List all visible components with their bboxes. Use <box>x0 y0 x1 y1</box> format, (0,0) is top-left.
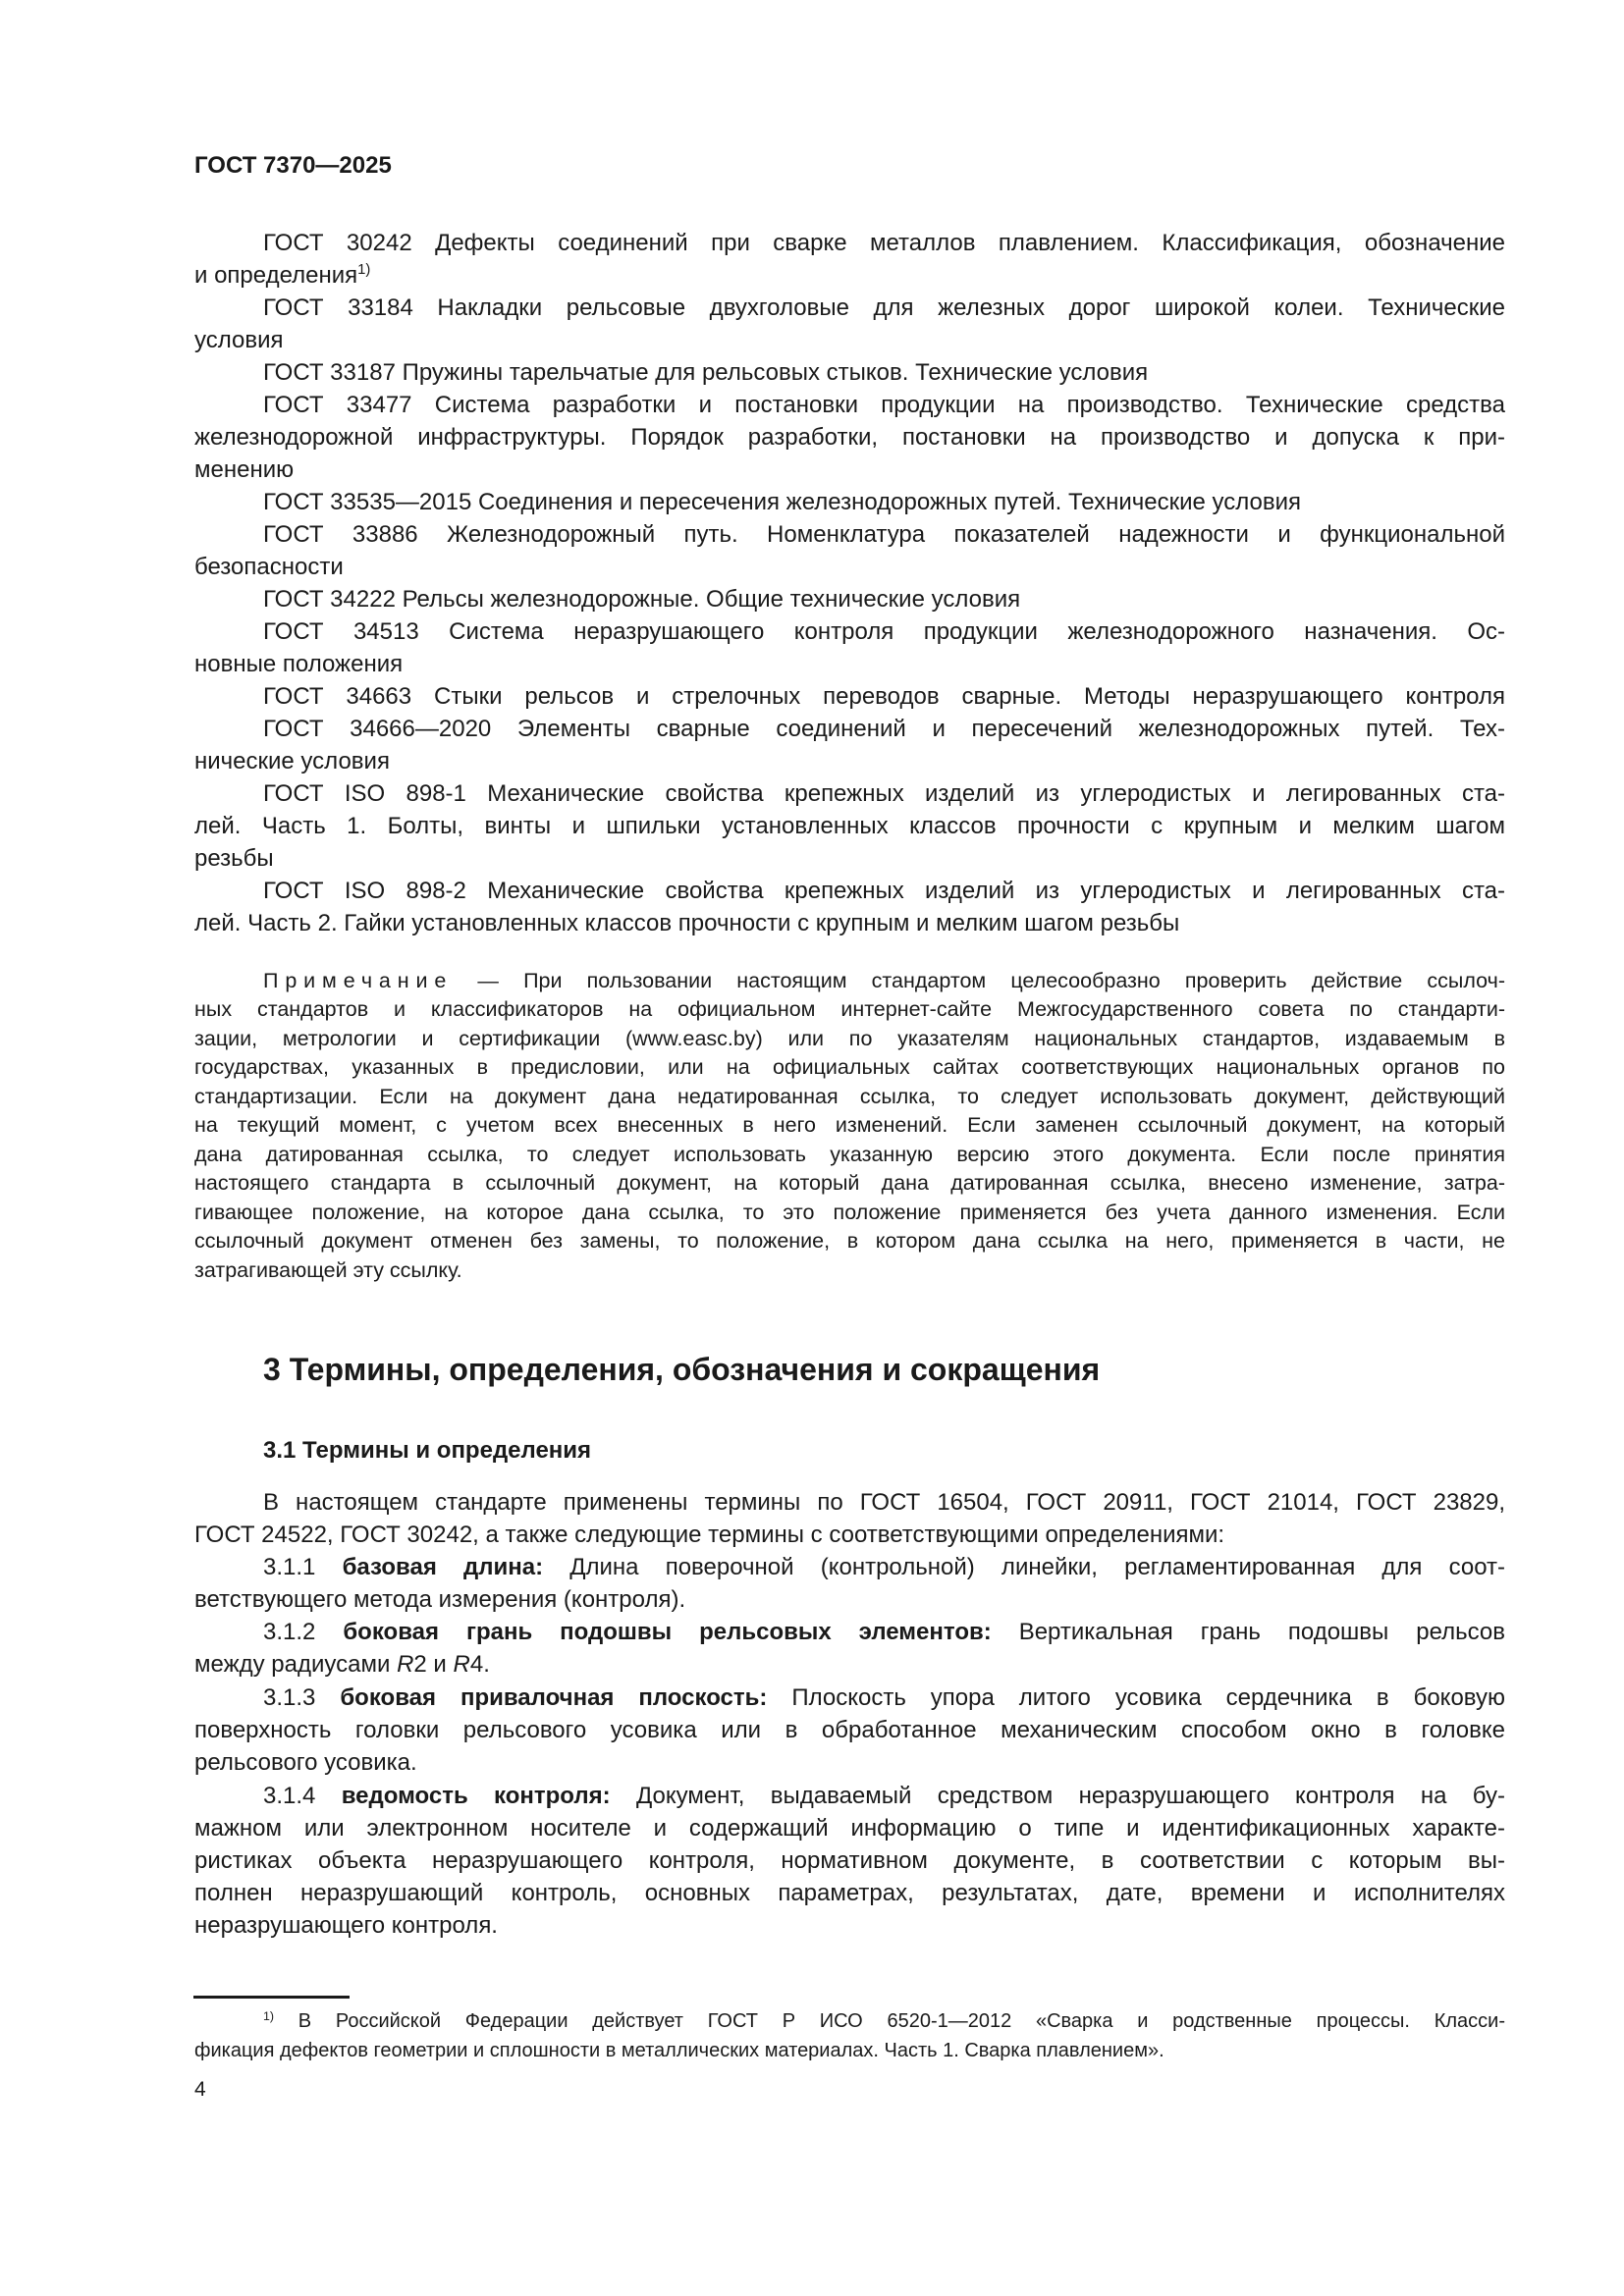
note-line: настоящего стандарта в ссылочный документ, на который дана датированная ссылка, внесено изменение, затра- <box>194 1171 1505 1195</box>
reference-gost-34666-cont: нические условия <box>194 748 390 774</box>
term-3-1-2: 3.1.2 боковая грань подошвы рельсовых элементов: Вертикальная грань подошвы рельсов <box>263 1619 1506 1645</box>
footnote-line: $^{1)}$ В Российской Федерации действует ГОСТ Р ИСО 6520-1—2012 «Сварка и родственные процессы. Класси- <box>263 2008 1505 2032</box>
intro-paragraph-line: В настоящем стандарте применены термины по ГОСТ 16504, ГОСТ 20911, ГОСТ 21014, ГОСТ 23829, <box>263 1489 1505 1516</box>
reference-gost-33477: ГОСТ 33477 Система разработки и постановки продукции на производство. Технические средства <box>263 392 1505 418</box>
reference-gost-30242-cont: и определения$^{1)}$ <box>194 262 371 289</box>
reference-gost-30242: ГОСТ 30242 Дефекты соединений при сварке металлов плавлением. Классификация, обозначение <box>263 230 1505 256</box>
note-line: стандартизации. Если на документ дана недатированная ссылка, то следует использовать документ, действующий <box>194 1085 1505 1108</box>
reference-gost-34513-cont: новные положения <box>194 651 404 677</box>
reference-gost-iso-898-1-cont: лей. Часть 1. Болты, винты и шпильки установленных классов прочности с крупным и мелким шагом <box>194 813 1505 839</box>
reference-gost-iso-898-1-cont2: резьбы <box>194 845 274 872</box>
note-label: Примечание <box>263 969 454 992</box>
document-header-id: ГОСТ 7370—2025 <box>194 152 392 179</box>
term-3-1-4-cont: мажном или электронном носителе и содержащий информацию о типе и идентификационных характе- <box>194 1815 1505 1842</box>
note-line: ных стандартов и классификаторов на официальном интернет-сайте Межгосударственного совета по стандарти- <box>194 997 1505 1021</box>
term-3-1-4-cont: неразрушающего контроля. <box>194 1912 498 1939</box>
footnote-line: фикация дефектов геометрии и сплошности в металлических материалах. Часть 1. Сварка плавлением». <box>194 2040 1164 2061</box>
term-name: базовая длина: <box>342 1554 544 1580</box>
term-3-1-1: 3.1.1 базовая длина: Длина поверочной (контрольной) линейки, регламентированная для соот- <box>263 1554 1506 1580</box>
page-number: 4 <box>194 2078 206 2101</box>
term-3-1-1-cont: ветствующего метода измерения (контроля). <box>194 1586 686 1613</box>
note-line: государствах, указанных в предисловии, или на официальных сайтах соответствующих национальных органов по <box>194 1055 1505 1079</box>
term-3-1-3: 3.1.3 боковая привалочная плоскость: Плоскость упора литого усовика сердечника в боковую <box>263 1684 1506 1711</box>
reference-gost-33886: ГОСТ 33886 Железнодорожный путь. Номенклатура показателей надежности и функциональной <box>263 521 1505 548</box>
reference-gost-iso-898-2-cont: лей. Часть 2. Гайки установленных классов прочности с крупным и мелким шагом резьбы <box>194 910 1180 936</box>
term-name: ведомость контроля: <box>341 1783 611 1809</box>
term-name: боковая грань подошвы рельсовых элементов: <box>343 1619 992 1645</box>
term-3-1-4: 3.1.4 ведомость контроля: Документ, выдаваемый средством неразрушающего контроля на бу- <box>263 1783 1505 1809</box>
reference-gost-33187: ГОСТ 33187 Пружины тарельчатые для рельсовых стыков. Технические условия <box>263 359 1149 386</box>
reference-gost-34666: ГОСТ 34666—2020 Элементы сварные соединений и пересечений железнодорожных путей. Тех- <box>263 716 1505 742</box>
note-dash: — <box>477 969 499 992</box>
footnote-separator <box>193 1996 350 1999</box>
reference-gost-34513: ГОСТ 34513 Система неразрушающего контроля продукции железнодорожного назначения. Ос- <box>263 618 1505 645</box>
note-line: зации, метрологии и сертификации (www.easc.by) или по указателям национальных стандартов, издаваемым в <box>194 1027 1505 1050</box>
subsection-3-1-heading: 3.1 Термины и определения <box>263 1437 592 1464</box>
footnote-ref-marker[interactable]: 1) <box>357 262 371 279</box>
footnote-marker: 1) <box>263 2008 275 2023</box>
reference-gost-33184: ГОСТ 33184 Накладки рельсовые двухголовые для железных дорог широкой колеи. Технические <box>263 294 1505 321</box>
term-3-1-4-cont: ристиках объекта неразрушающего контроля, нормативном документе, в соответствии с которым вы- <box>194 1847 1505 1874</box>
note-line: на текущий момент, с учетом всех внесенных в него изменений. Если заменен ссылочный документ, на который <box>194 1113 1505 1137</box>
reference-gost-iso-898-2: ГОСТ ISO 898-2 Механические свойства крепежных изделий из углеродистых и легированных ста- <box>263 878 1505 904</box>
note-line: Примечание — При пользовании настоящим стандартом целесообразно проверить действие ссылоч- <box>263 969 1505 992</box>
term-3-1-3-cont: поверхность головки рельсового усовика или в обработанное механическим способом окно в головке <box>194 1717 1505 1743</box>
reference-gost-34222: ГОСТ 34222 Рельсы железнодорожные. Общие технические условия <box>263 586 1021 613</box>
reference-gost-33184-cont: условия <box>194 327 284 353</box>
reference-gost-33886-cont: безопасности <box>194 554 344 580</box>
note-line: гивающее положение, на которое дана ссылка, то это положение применяется без учета данного изменения. Если <box>194 1201 1505 1224</box>
term-3-1-3-cont2: рельсового усовика. <box>194 1749 417 1776</box>
note-line: ссылочный документ отменен без замены, то положение, в котором дана ссылка на него, применяется в части, не <box>194 1229 1505 1253</box>
term-name: боковая привалочная плоскость: <box>340 1684 768 1711</box>
reference-gost-iso-898-1: ГОСТ ISO 898-1 Механические свойства крепежных изделий из углеродистых и легированных ста- <box>263 780 1505 807</box>
reference-gost-33477-cont2: менению <box>194 456 295 483</box>
intro-paragraph-line: ГОСТ 24522, ГОСТ 30242, а также следующие термины с соответствующими определениями: <box>194 1522 1225 1548</box>
note-line: дана датированная ссылка, то следует использовать указанную версию этого документа. Если после принятия <box>194 1143 1505 1166</box>
reference-gost-33535: ГОСТ 33535—2015 Соединения и пересечения железнодорожных путей. Технические условия <box>263 489 1302 515</box>
reference-gost-33477-cont: железнодорожной инфраструктуры. Порядок разработки, постановки на производство и допуска к при- <box>194 424 1505 451</box>
section-3-heading: 3 Термины, определения, обозначения и сокращения <box>263 1352 1101 1387</box>
term-3-1-4-cont: полнен неразрушающий контроль, основных параметрах, результатах, дате, времени и исполнителях <box>194 1880 1505 1906</box>
term-3-1-2-cont: между радиусами R2 и R4. <box>194 1651 490 1678</box>
reference-gost-34663: ГОСТ 34663 Стыки рельсов и стрелочных переводов сварные. Методы неразрушающего контроля <box>263 683 1505 710</box>
note-line: затрагивающей эту ссылку. <box>194 1258 462 1282</box>
